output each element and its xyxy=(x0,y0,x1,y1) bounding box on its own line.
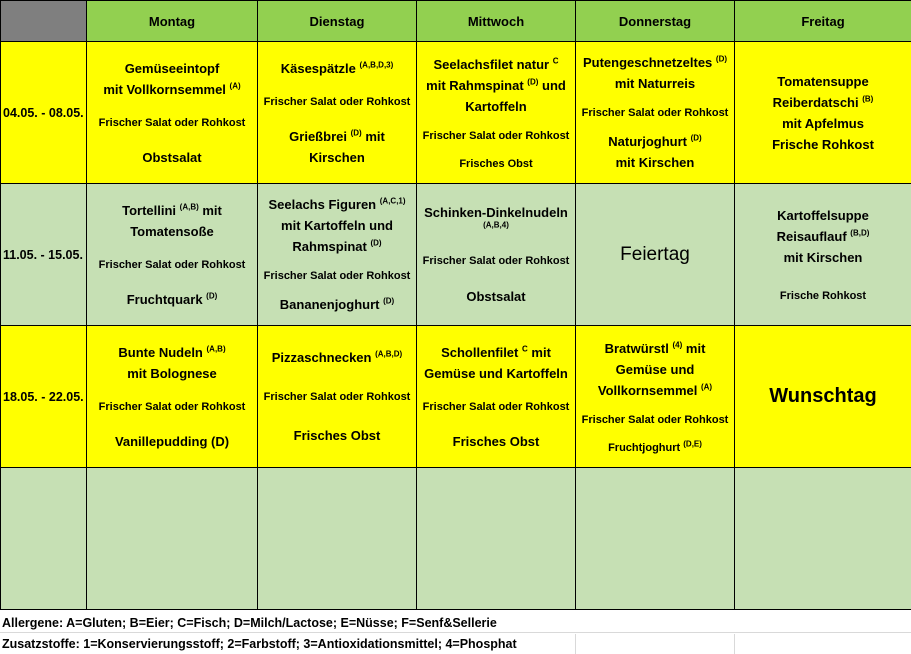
dish-line xyxy=(280,294,394,315)
dish-block xyxy=(122,200,222,242)
dish-line xyxy=(115,431,229,452)
dish-block xyxy=(608,131,701,173)
week-row xyxy=(1,42,911,184)
dish-text: Frische Rohkost xyxy=(772,136,874,152)
dish-block xyxy=(772,71,874,155)
dish-text: Gemüseeintopf xyxy=(124,60,220,76)
dish-line xyxy=(272,347,402,368)
menu-cell xyxy=(735,184,911,326)
menu-cell xyxy=(417,326,576,468)
menu-cell-content xyxy=(417,326,575,467)
dish-text: Frischer Salat oder Rohkost xyxy=(422,254,570,267)
allergen-code: (A,B) xyxy=(179,202,199,212)
dish-block xyxy=(426,54,566,117)
empty-cell xyxy=(87,468,258,610)
menu-cell xyxy=(87,184,258,326)
dish-line xyxy=(772,92,874,113)
side-dish-block xyxy=(582,105,729,121)
dish-text: Tomatensuppe xyxy=(777,73,869,89)
side-dish-block xyxy=(459,156,532,172)
dish-text: Frischer Salat oder Rohkost xyxy=(422,130,570,142)
side-dish-line xyxy=(264,94,411,110)
dish-line xyxy=(122,221,222,242)
menu-cell xyxy=(417,42,576,184)
week-row xyxy=(1,184,911,326)
dish-line xyxy=(777,247,870,268)
week-label: 11.05. - 15.05. xyxy=(1,184,87,326)
dish-text: Schollenfilet xyxy=(441,344,519,360)
dish-line xyxy=(424,342,568,363)
dish-text: Bananenjoghurt xyxy=(279,296,380,312)
dish-text: Reiberdatschi xyxy=(772,94,859,110)
dish-line xyxy=(118,363,225,384)
dish-text: mit Kartoffeln und xyxy=(281,218,393,234)
day-header-montag: Montag xyxy=(87,1,258,42)
week-label: 04.05. - 08.05. xyxy=(1,42,87,184)
day-header-donnerstag: Donnerstag xyxy=(576,1,735,42)
empty-cell xyxy=(417,468,576,610)
empty-cell xyxy=(735,468,911,610)
dish-text: Gemüse und xyxy=(615,361,695,377)
side-dish-block xyxy=(582,412,729,428)
empty-cell xyxy=(258,468,417,610)
dish-line xyxy=(466,286,525,307)
side-dish-block xyxy=(99,115,246,131)
menu-cell xyxy=(735,42,911,184)
side-dish-block xyxy=(608,440,702,456)
dish-block xyxy=(118,342,225,384)
menu-cell xyxy=(576,42,735,184)
dish-block xyxy=(583,52,727,94)
dish-line xyxy=(103,79,240,100)
dish-line xyxy=(424,363,568,384)
menu-cell-content xyxy=(87,326,257,467)
side-dish-block xyxy=(423,128,570,144)
allergen-code: (A) xyxy=(700,382,713,392)
dish-text: Frischer Salat oder Rohkost xyxy=(98,401,246,413)
dish-text: Kartoffeln xyxy=(465,98,527,114)
empty-cell xyxy=(1,468,87,610)
dish-block xyxy=(424,342,568,384)
dish-line xyxy=(426,54,566,75)
dish-block xyxy=(289,126,385,168)
dish-line xyxy=(598,359,712,380)
side-dish-block xyxy=(99,399,246,415)
dish-text: Gemüse und Kartoffeln xyxy=(424,365,568,381)
dish-line xyxy=(268,215,405,236)
dish-text: Tomatensoße xyxy=(130,223,214,239)
allergen-code: (A,C,1) xyxy=(379,196,406,206)
menu-cell xyxy=(258,326,417,468)
menu-cell-content xyxy=(258,326,416,467)
side-dish-line xyxy=(99,115,246,131)
dish-text: mit Vollkornsemmel xyxy=(103,81,226,97)
dish-text: Bunte Nudeln xyxy=(118,344,203,360)
dish-text: Käsespätzle xyxy=(280,60,356,76)
dish-line xyxy=(598,380,712,401)
menu-cell xyxy=(576,326,735,468)
allergen-code: (D) xyxy=(690,133,702,143)
dish-text-tail: und xyxy=(538,77,566,93)
menu-cell xyxy=(258,184,417,326)
allergen-code: C xyxy=(552,56,559,66)
dish-block xyxy=(466,286,525,307)
dish-text: mit Naturreis xyxy=(614,76,696,92)
dish-text-tail: mit xyxy=(682,340,706,356)
dish-line xyxy=(777,205,870,226)
dish-text: Frisches Obst xyxy=(452,433,540,449)
side-dish-block xyxy=(423,253,570,269)
allergen-legend: Allergene: A=Gluten; B=Eier; C=Fisch; D=Milch/Lactose; E=Nüsse; F=Senf&Sellerie xyxy=(0,613,911,633)
dish-text: Frischer Salat oder Rohkost xyxy=(98,259,246,271)
menu-cell-content xyxy=(576,326,734,467)
allergen-code: (A,B) xyxy=(206,344,226,354)
allergen-code: (A,B,4) xyxy=(483,220,509,230)
side-dish-block xyxy=(423,399,570,415)
allergen-code: (D) xyxy=(206,291,218,301)
dish-text: Frischer Salat oder Rohkost xyxy=(263,96,411,108)
dish-text: Frischer Salat oder Rohkost xyxy=(422,401,570,413)
side-dish-line xyxy=(423,399,570,415)
menu-cell-content xyxy=(87,42,257,183)
menu-cell xyxy=(417,184,576,326)
menu-cell xyxy=(576,184,735,326)
menu-cell-content xyxy=(87,184,257,325)
menu-cell-content xyxy=(735,184,911,325)
dish-text: Seelachs Figuren xyxy=(268,197,377,213)
dish-text: Pizzaschnecken xyxy=(271,349,372,365)
menu-cell-content xyxy=(417,184,575,325)
dish-block xyxy=(294,425,381,446)
dish-block xyxy=(424,202,568,235)
dish-text: Frisches Obst xyxy=(293,428,381,444)
dish-text: Bratwürstl xyxy=(604,340,669,356)
dish-line xyxy=(772,113,874,134)
dish-text: Obstsalat xyxy=(466,289,526,305)
side-dish-line xyxy=(99,257,246,273)
side-dish-block xyxy=(264,94,411,110)
dish-line xyxy=(289,126,385,147)
dish-line xyxy=(598,338,712,359)
side-dish-block xyxy=(264,389,411,405)
dish-text: mit Bolognese xyxy=(127,365,217,381)
dish-line xyxy=(608,152,701,173)
dish-block xyxy=(272,347,402,368)
side-dish-line xyxy=(582,412,729,428)
dish-line xyxy=(294,425,381,446)
side-dish-line xyxy=(264,268,411,284)
dish-line xyxy=(777,226,870,247)
dish-text: Fruchtjoghurt xyxy=(608,441,681,454)
dish-text: Seelachsfilet natur xyxy=(433,56,550,72)
allergen-code: (A,B,D,3) xyxy=(359,60,394,70)
week-row xyxy=(1,326,911,468)
menu-cell-content xyxy=(735,42,911,183)
side-dish-line xyxy=(780,288,866,304)
additive-legend: Zusatzstoffe: 1=Konservierungsstoff; 2=Farbstoff; 3=Antioxidationsmittel; 4=Phosphat xyxy=(0,634,911,654)
side-dish-line xyxy=(423,128,570,144)
side-dish-block xyxy=(780,288,866,304)
dish-line xyxy=(142,147,201,168)
side-dish-block xyxy=(99,257,246,273)
side-dish-block xyxy=(264,268,411,284)
menu-cell-content xyxy=(258,184,416,325)
dish-text-tail: mit xyxy=(527,344,551,360)
menu-cell xyxy=(258,42,417,184)
dish-text: Frischer Salat oder Rohkost xyxy=(263,269,411,282)
allergen-code: (D) xyxy=(350,128,362,138)
allergen-code: (4) xyxy=(672,340,683,350)
day-header-dienstag: Dienstag xyxy=(258,1,417,42)
dish-text-tail: mit xyxy=(198,202,222,218)
side-dish-line xyxy=(264,389,411,405)
day-header-mittwoch: Mittwoch xyxy=(417,1,576,42)
dish-block xyxy=(142,147,201,168)
dish-line xyxy=(127,289,218,310)
dish-text: Vanillepudding (D) xyxy=(114,433,230,449)
dish-text: mit Kirschen xyxy=(615,154,695,170)
dish-text: Obstsalat xyxy=(142,149,202,165)
side-dish-line xyxy=(423,253,570,269)
dish-text-tail: mit xyxy=(361,128,385,144)
dish-block xyxy=(115,431,229,452)
menu-cell xyxy=(87,42,258,184)
dish-line xyxy=(772,71,874,92)
dish-text: Naturjoghurt xyxy=(608,133,687,149)
dish-text: Kirschen xyxy=(309,149,365,165)
day-header-freitag: Freitag xyxy=(735,1,911,42)
dish-block xyxy=(281,58,394,79)
allergen-code: (B,D) xyxy=(850,228,870,238)
dish-text: mit Rahmspinat xyxy=(426,77,524,93)
allergen-code: C xyxy=(522,344,528,354)
dish-text: Schinken-Dinkelnudeln xyxy=(424,204,568,220)
dish-line xyxy=(583,73,727,94)
allergen-code: (A) xyxy=(229,81,241,91)
dish-block xyxy=(777,205,870,268)
empty-cell xyxy=(576,468,735,610)
dish-block xyxy=(268,194,405,257)
dish-text: Vollkornsemmel xyxy=(597,382,698,398)
dish-text: Kartoffelsuppe xyxy=(777,207,869,223)
menu-cell-content xyxy=(417,42,575,183)
dish-line xyxy=(268,194,405,215)
dish-text: Frisches Obst xyxy=(459,157,533,170)
menu-cell-content xyxy=(576,42,734,183)
dish-text: Frische Rohkost xyxy=(779,290,867,303)
menu-cell-content xyxy=(258,42,416,183)
side-dish-line xyxy=(608,440,702,456)
dish-line xyxy=(453,431,540,452)
holiday-label: Feiertag xyxy=(620,243,690,265)
menu-cell xyxy=(735,326,911,468)
allergen-code: (D) xyxy=(527,77,539,87)
week-label: 18.05. - 22.05. xyxy=(1,326,87,468)
dish-block xyxy=(103,58,240,100)
dish-line xyxy=(268,236,405,257)
dish-line xyxy=(281,58,394,79)
dish-text: Grießbrei xyxy=(289,128,347,144)
menu-cell xyxy=(87,326,258,468)
allergen-code: (D) xyxy=(370,238,382,248)
dish-line xyxy=(608,131,701,152)
header-row xyxy=(1,1,911,42)
side-dish-line xyxy=(582,105,729,121)
wish-day-label: Wunschtag xyxy=(769,385,877,407)
allergen-code: (B) xyxy=(862,94,874,104)
dish-text: Rahmspinat xyxy=(292,239,367,255)
dish-text: Frischer Salat oder Rohkost xyxy=(98,117,246,129)
side-dish-line xyxy=(99,399,246,415)
menu-cell-content xyxy=(576,184,734,325)
dish-text: mit Apfelmus xyxy=(782,115,864,131)
dish-text: mit Kirschen xyxy=(783,249,863,265)
empty-row xyxy=(1,468,911,610)
dish-line xyxy=(583,52,727,73)
dish-text: Frischer Salat oder Rohkost xyxy=(581,106,729,119)
dish-block xyxy=(280,294,394,315)
menu-cell-content xyxy=(735,326,911,467)
dish-line xyxy=(103,58,240,79)
allergen-code: (D) xyxy=(383,296,395,306)
dish-text: Reisauflauf xyxy=(776,228,847,244)
dish-line xyxy=(424,220,568,235)
dish-block xyxy=(453,431,540,452)
dish-line xyxy=(426,96,566,117)
allergen-code: (A,B,D) xyxy=(375,349,403,359)
dish-text: Frischer Salat oder Rohkost xyxy=(263,390,411,403)
corner-cell xyxy=(1,1,87,42)
dish-line xyxy=(122,200,222,221)
dish-line xyxy=(426,75,566,96)
side-dish-line xyxy=(459,156,532,172)
dish-text: Frischer Salat oder Rohkost xyxy=(581,414,729,426)
dish-text: Tortellini xyxy=(122,202,177,218)
dish-text: Putengeschnetzeltes xyxy=(582,55,713,71)
dish-block xyxy=(127,289,218,310)
dish-text: Fruchtquark xyxy=(126,291,203,307)
dish-line xyxy=(289,147,385,168)
allergen-code: (D) xyxy=(715,54,728,64)
dish-line xyxy=(118,342,225,363)
dish-line xyxy=(772,134,874,155)
dish-block xyxy=(598,338,712,401)
allergen-code: (D,E) xyxy=(683,438,702,448)
